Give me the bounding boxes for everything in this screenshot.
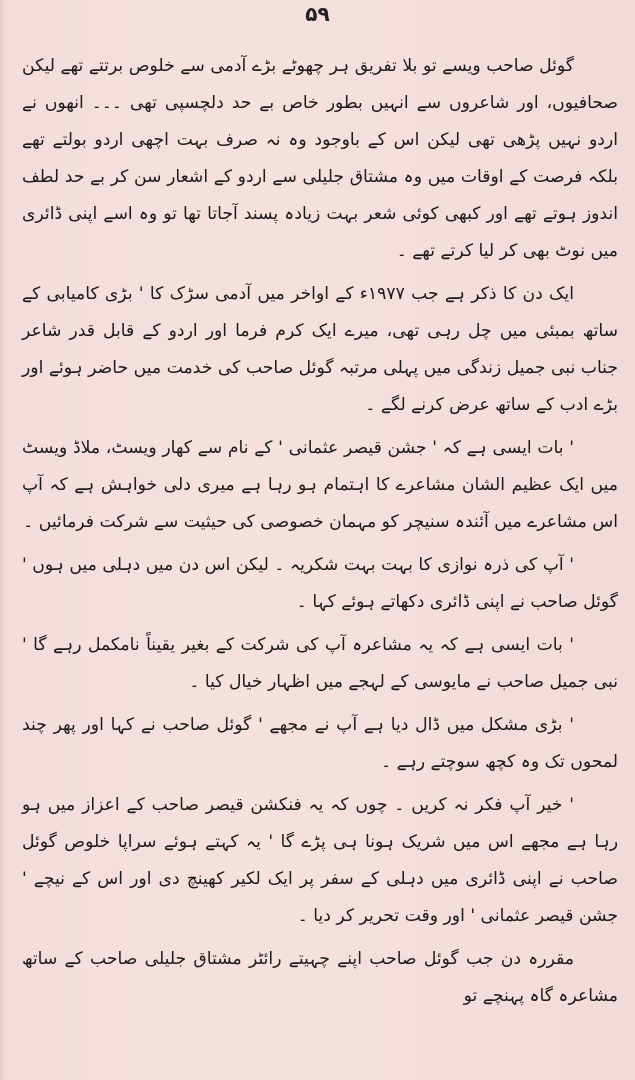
- paragraph-6: ' بڑی مشکل میں ڈال دیا ہے آپ نے مجھے ' گوئل صاحب نے کہا اور پھر چند لمحوں تک وہ کچھ سوچتے رہے ۔: [22, 715, 618, 772]
- paragraph-1: گوئل صاحب ویسے تو بلا تفریق ہر چھوٹے بڑے آدمی سے خلوص برتتے تھے لیکن صحافیوں، اور شاعروں سے انہیں بطور خاص بے حد دلچسپی تھی ۔۔۔ انھوں نے اردو نہیں پڑھی تھی لیکن اس کے باوجود وہ نہ صرف بہت اچھی اردو بولتے تھے بلکہ فرصت کے اوقات میں وہ مشتاق جلیلی سے اردو کے اشعار سن کر بے حد لطف اندوز ہوتے تھے اور کبھی کوئی شعر بہت زیادہ پسند آجاتا تھا تو وہ اسے اپنی ڈائری میں نوٹ بھی کر لیا کرتے تھے ۔: [22, 56, 618, 261]
- paragraph-3: ' بات ایسی ہے کہ ' جشن قیصر عثمانی ' کے نام سے کھار ویسٹ، ملاڈ ویسٹ میں ایک عظیم الشان مشاعرے کا اہتمام ہو رہا ہے میری دلی خواہش ہے کہ آپ اس مشاعرے میں آئندہ سنیچر کو مہمان خصوصی کی حیثیت سے شرکت فرمائیں ۔: [22, 438, 618, 532]
- paragraph-8: مقررہ دن جب گوئل صاحب اپنے چہیتے رائٹر مشتاق جلیلی صاحب کے ساتھ مشاعرہ گاہ پہنچے تو: [22, 949, 618, 1006]
- paragraph-4: ' آپ کی ذرہ نوازی کا بہت بہت شکریہ ۔ لیکن اس دن میں دہلی میں ہوں ' گوئل صاحب نے اپنی ڈائری دکھاتے ہوئے کہا ۔: [22, 555, 618, 612]
- page-number: ۵۹: [305, 2, 330, 26]
- page-edge-shadow: [0, 0, 6, 1080]
- paragraph-7: ' خیر آپ فکر نہ کریں ۔ چوں کہ یہ فنکشن قیصر صاحب کے اعزاز میں ہو رہا ہے مجھے اس میں شریک ہونا ہی پڑے گا ' یہ کہتے ہوئے سراپا خلوص گوئل صاحب نے اپنی ڈائری میں دہلی کے سفر پر ایک لکیر کھینچ دی اور اس کے نیچے ' جشن قیصر عثمانی ' اور وقت تحریر کر دیا ۔: [22, 795, 618, 926]
- paragraph-2: ایک دن کا ذکر ہے جب ۱۹۷۷ء کے اواخر میں آدمی سڑک کا ' بڑی کامیابی کے ساتھ بمبئی میں چل رہی تھی، میرے ایک کرم فرما اور اردو کے قابل قدر شاعر جناب نبی جمیل زندگی میں پہلی مرتبہ گوئل صاحب کی خدمت میں حاضر ہوئے اور بڑے ادب کے ساتھ عرض کرنے لگے ۔: [22, 284, 618, 415]
- paragraph-5: ' بات ایسی ہے کہ یہ مشاعرہ آپ کی شرکت کے بغیر یقیناً نامکمل رہے گا ' نبی جمیل صاحب نے مایوسی کے لہجے میں اظہار خیال کیا ۔: [22, 635, 618, 692]
- page-body-text: [22, 48, 618, 1021]
